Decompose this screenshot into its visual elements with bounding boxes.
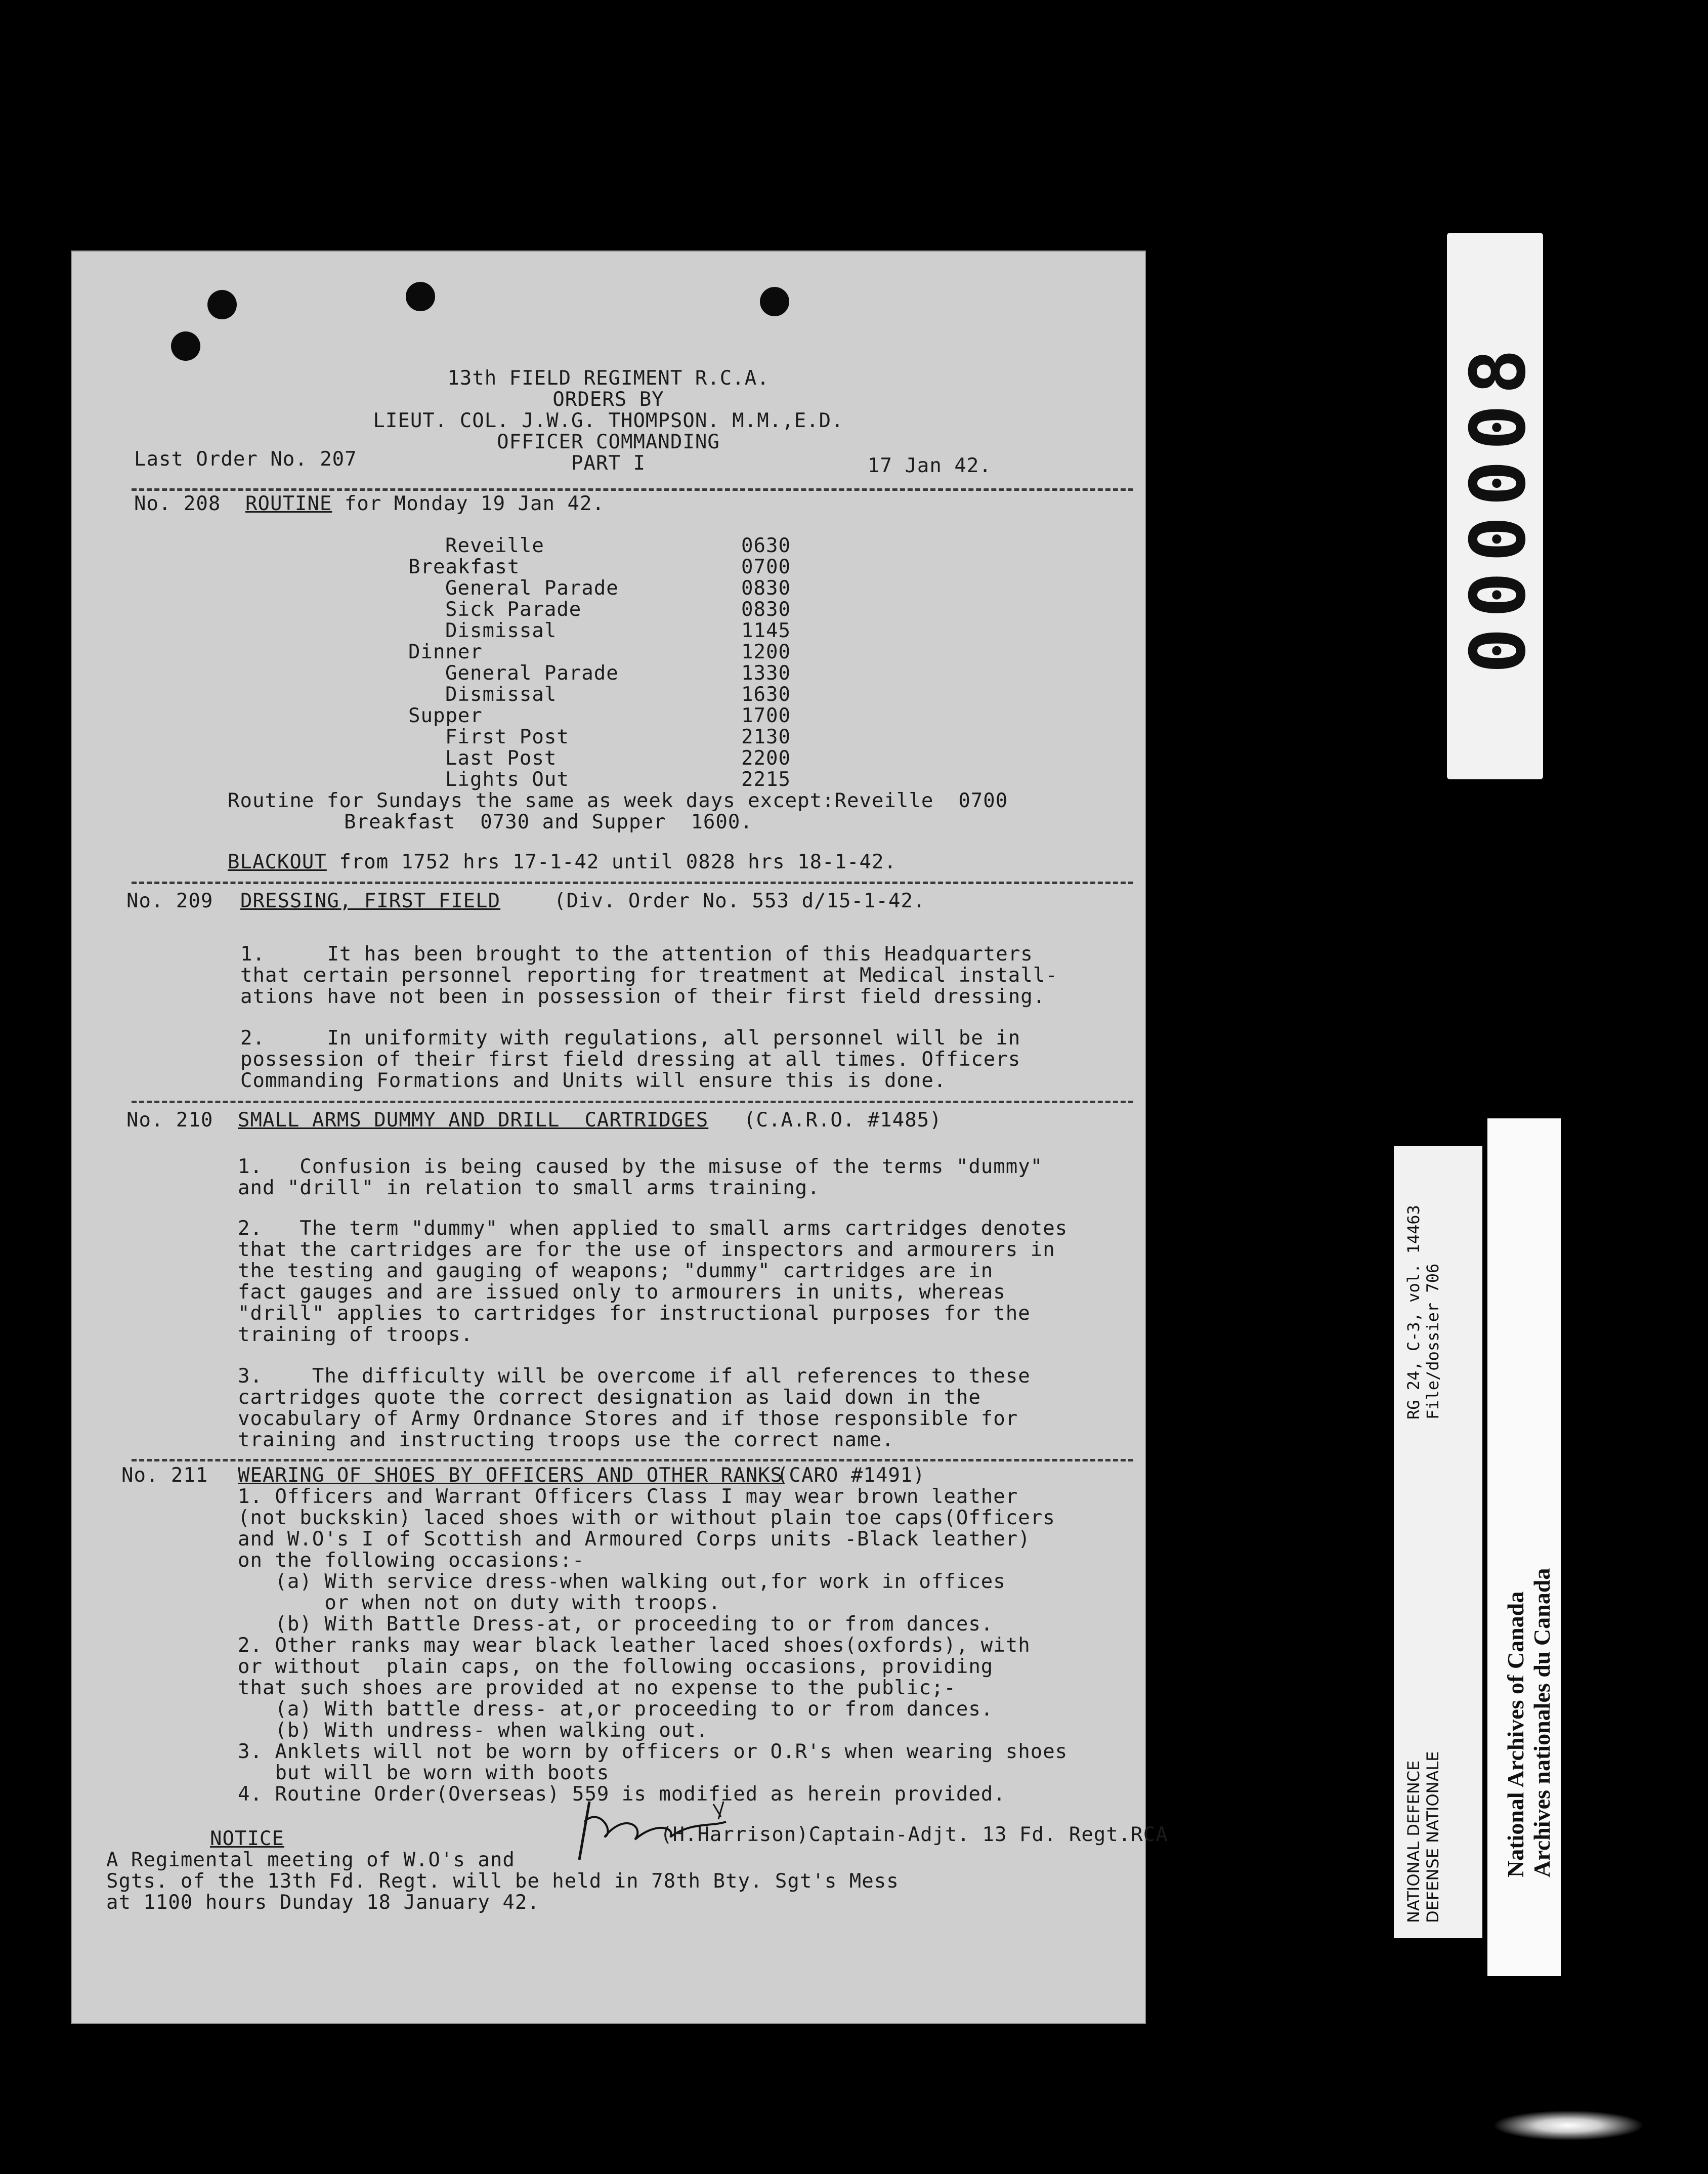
paragraph-line: training of troops.	[238, 1323, 474, 1346]
paragraph-line: but will be worn with boots	[238, 1762, 610, 1784]
schedule-label: Dinner	[408, 641, 483, 663]
order-209-reference: (Div. Order No. 553 d/15-1-42.	[554, 890, 926, 912]
order-sheet	[71, 250, 1168, 2024]
schedule-time: 1145	[741, 619, 791, 642]
paragraph-line: that certain personnel reporting for treatment at Medical install-	[240, 964, 1058, 987]
department-en: NATIONAL DEFENCE	[1404, 1760, 1423, 1923]
order-211-title: WEARING OF SHOES BY OFFICERS AND OTHER RANKS	[238, 1464, 783, 1487]
divider	[132, 488, 1133, 491]
paragraph-line: 3. The difficulty will be overcome if all references to these	[238, 1365, 1031, 1388]
order-208-title: ROUTINE	[245, 492, 332, 515]
divider	[132, 882, 1133, 884]
paragraph-line: 4. Routine Order(Overseas) 559 is modified as herein provided.	[238, 1783, 1006, 1806]
sunday-routine: Routine for Sundays the same as week days except:Reveille 0700	[228, 789, 1008, 812]
frame-number-strip	[1447, 233, 1543, 779]
schedule-time: 1200	[741, 641, 791, 663]
paragraph-line: (b) With Battle Dress-at, or proceeding to or from dances.	[238, 1613, 994, 1636]
archives-name-en: National Archives of Canada	[1503, 1591, 1528, 1877]
blackout-title: BLACKOUT	[228, 851, 327, 873]
punch-hole	[207, 290, 237, 319]
schedule-label: General Parade	[445, 577, 619, 600]
schedule-time: 0830	[741, 577, 791, 600]
paragraph-line: and W.O's I of Scottish and Armoured Corps units -Black leather)	[238, 1528, 1031, 1551]
schedule-time: 0830	[741, 598, 791, 621]
order-210-reference: (C.A.R.O. #1485)	[744, 1109, 942, 1132]
paragraph-line: 1. Officers and Warrant Officers Class I may wear brown leather	[238, 1485, 1018, 1508]
order-210-number: No. 210	[126, 1109, 214, 1132]
unit-heading: 13th FIELD REGIMENT R.C.A.	[447, 367, 770, 390]
notice-line: A Regimental meeting of W.O's and	[106, 1849, 515, 1871]
order-208-subtitle: for Monday 19 Jan 42.	[332, 492, 605, 515]
paragraph-line: 1. It has been brought to the attention of this Headquarters	[240, 943, 1033, 966]
sunday-routine-cont: Breakfast 0730 and Supper 1600.	[344, 811, 753, 833]
schedule-label: Dismissal	[445, 619, 557, 642]
paragraph-line: and "drill" in relation to small arms training.	[238, 1177, 820, 1199]
department-fr: DEFENSE NATIONALE	[1423, 1751, 1442, 1923]
order-208-number: No. 208	[134, 492, 221, 515]
schedule-label: Dismissal	[445, 683, 557, 706]
punch-hole	[171, 331, 200, 361]
paragraph-line: "drill" applies to cartridges for instructional purposes for the	[238, 1302, 1031, 1325]
paragraph-line: vocabulary of Army Ordnance Stores and if those responsible for	[238, 1407, 1018, 1430]
archive-reference-label	[1394, 1146, 1482, 1938]
paragraph-line: or when not on duty with troops.	[238, 1592, 721, 1614]
last-order-number: Last Order No. 207	[134, 448, 357, 471]
commander-title: OFFICER COMMANDING	[497, 431, 720, 453]
paragraph-line: on the following occasions:-	[238, 1549, 585, 1572]
punch-hole	[760, 287, 789, 316]
paragraph-line: fact gauges and are issued only to armourers in units, whereas	[238, 1281, 1006, 1304]
order-211-reference: (CARO #1491)	[777, 1464, 925, 1487]
paragraph-line: 2. The term "dummy" when applied to small arms cartridges denotes	[238, 1217, 1068, 1240]
paragraph-line: (not buckskin) laced shoes with or without plain toe caps(Officers	[238, 1507, 1055, 1529]
paragraph-line: (a) With service dress-when walking out,for work in offices	[238, 1570, 1006, 1593]
schedule-time: 1630	[741, 683, 791, 706]
schedule-time: 2215	[741, 768, 791, 791]
paragraph-line: ations have not been in possession of their first field dressing.	[240, 985, 1046, 1008]
paragraph-line: that such shoes are provided at no expense to the public;-	[238, 1677, 956, 1699]
schedule-label: General Parade	[445, 662, 619, 685]
schedule-label: Breakfast	[408, 556, 520, 578]
paragraph-line: 3. Anklets will not be worn by officers or O.R's when wearing shoes	[238, 1740, 1068, 1763]
blackout-line	[228, 852, 896, 873]
order-209-title: DRESSING, FIRST FIELD	[240, 890, 501, 912]
schedule-label: Reveille	[445, 534, 544, 557]
file-reference: File/dossier 706	[1423, 1263, 1442, 1419]
paragraph-line: (a) With battle dress- at,or proceeding to or from dances.	[238, 1698, 994, 1721]
paragraph-line: 2. In uniformity with regulations, all personnel will be in	[240, 1027, 1021, 1050]
punch-hole	[406, 282, 435, 311]
orders-by: ORDERS BY	[552, 388, 664, 411]
paragraph-line: 2. Other ranks may wear black leather laced shoes(oxfords), with	[238, 1634, 1031, 1657]
schedule-label: Supper	[408, 704, 483, 727]
record-group-reference: RG 24, C-3, vol. 14463	[1404, 1205, 1423, 1419]
commander-name: LIEUT. COL. J.W.G. THOMPSON. M.M.,E.D.	[373, 409, 844, 432]
blackout-times: from 1752 hrs 17-1-42 until 0828 hrs 18-1-42.	[326, 851, 896, 873]
notice-title: NOTICE	[210, 1827, 284, 1850]
order-210-title: SMALL ARMS DUMMY AND DRILL CARTRIDGES	[238, 1109, 709, 1132]
light-flare	[1492, 2110, 1644, 2141]
order-date: 17 Jan 42.	[868, 454, 992, 477]
divider	[132, 1459, 1133, 1461]
order-209-number: No. 209	[126, 890, 214, 912]
notice-line: at 1100 hours Dunday 18 January 42.	[106, 1891, 540, 1914]
schedule-label: First Post	[445, 726, 569, 748]
schedule-time: 0630	[741, 534, 791, 557]
paragraph-line: training and instructing troops use the correct name.	[238, 1429, 894, 1451]
divider	[132, 1101, 1133, 1103]
part-label: PART I	[571, 452, 646, 475]
frame-number: 000008	[1455, 339, 1543, 674]
national-archives-label	[1487, 1118, 1561, 1976]
schedule-label: Sick Parade	[445, 598, 582, 621]
paragraph-line: 1. Confusion is being caused by the misuse of the terms "dummy"	[238, 1155, 1043, 1178]
order-208-heading	[245, 493, 605, 515]
archives-name-fr: Archives nationales du Canada	[1529, 1568, 1555, 1877]
notice-line: Sgts. of the 13th Fd. Regt. will be held in 78th Bty. Sgt's Mess	[106, 1870, 899, 1893]
schedule-time: 2130	[741, 726, 791, 748]
paragraph-line: possession of their first field dressing at all times. Officers	[240, 1048, 1021, 1071]
schedule-label: Last Post	[445, 747, 557, 770]
paragraph-line: (b) With undress- when walking out.	[238, 1719, 709, 1742]
paragraph-line: or without plain caps, on the following occasions, providing	[238, 1655, 994, 1678]
signature-block: (H.Harrison)Captain-Adjt. 13 Fd. Regt.RCA	[660, 1823, 1168, 1846]
paragraph-line: cartridges quote the correct designation as laid down in the	[238, 1386, 981, 1409]
order-211-number: No. 211	[121, 1464, 208, 1487]
schedule-time: 0700	[741, 556, 791, 578]
schedule-label: Lights Out	[445, 768, 569, 791]
paragraph-line: Commanding Formations and Units will ensure this is done.	[240, 1069, 947, 1092]
schedule-time: 1700	[741, 704, 791, 727]
paragraph-line: that the cartridges are for the use of inspectors and armourers in	[238, 1238, 1055, 1261]
schedule-time: 1330	[741, 662, 791, 685]
paragraph-line: the testing and gauging of weapons; "dummy" cartridges are in	[238, 1260, 994, 1282]
schedule-time: 2200	[741, 747, 791, 770]
